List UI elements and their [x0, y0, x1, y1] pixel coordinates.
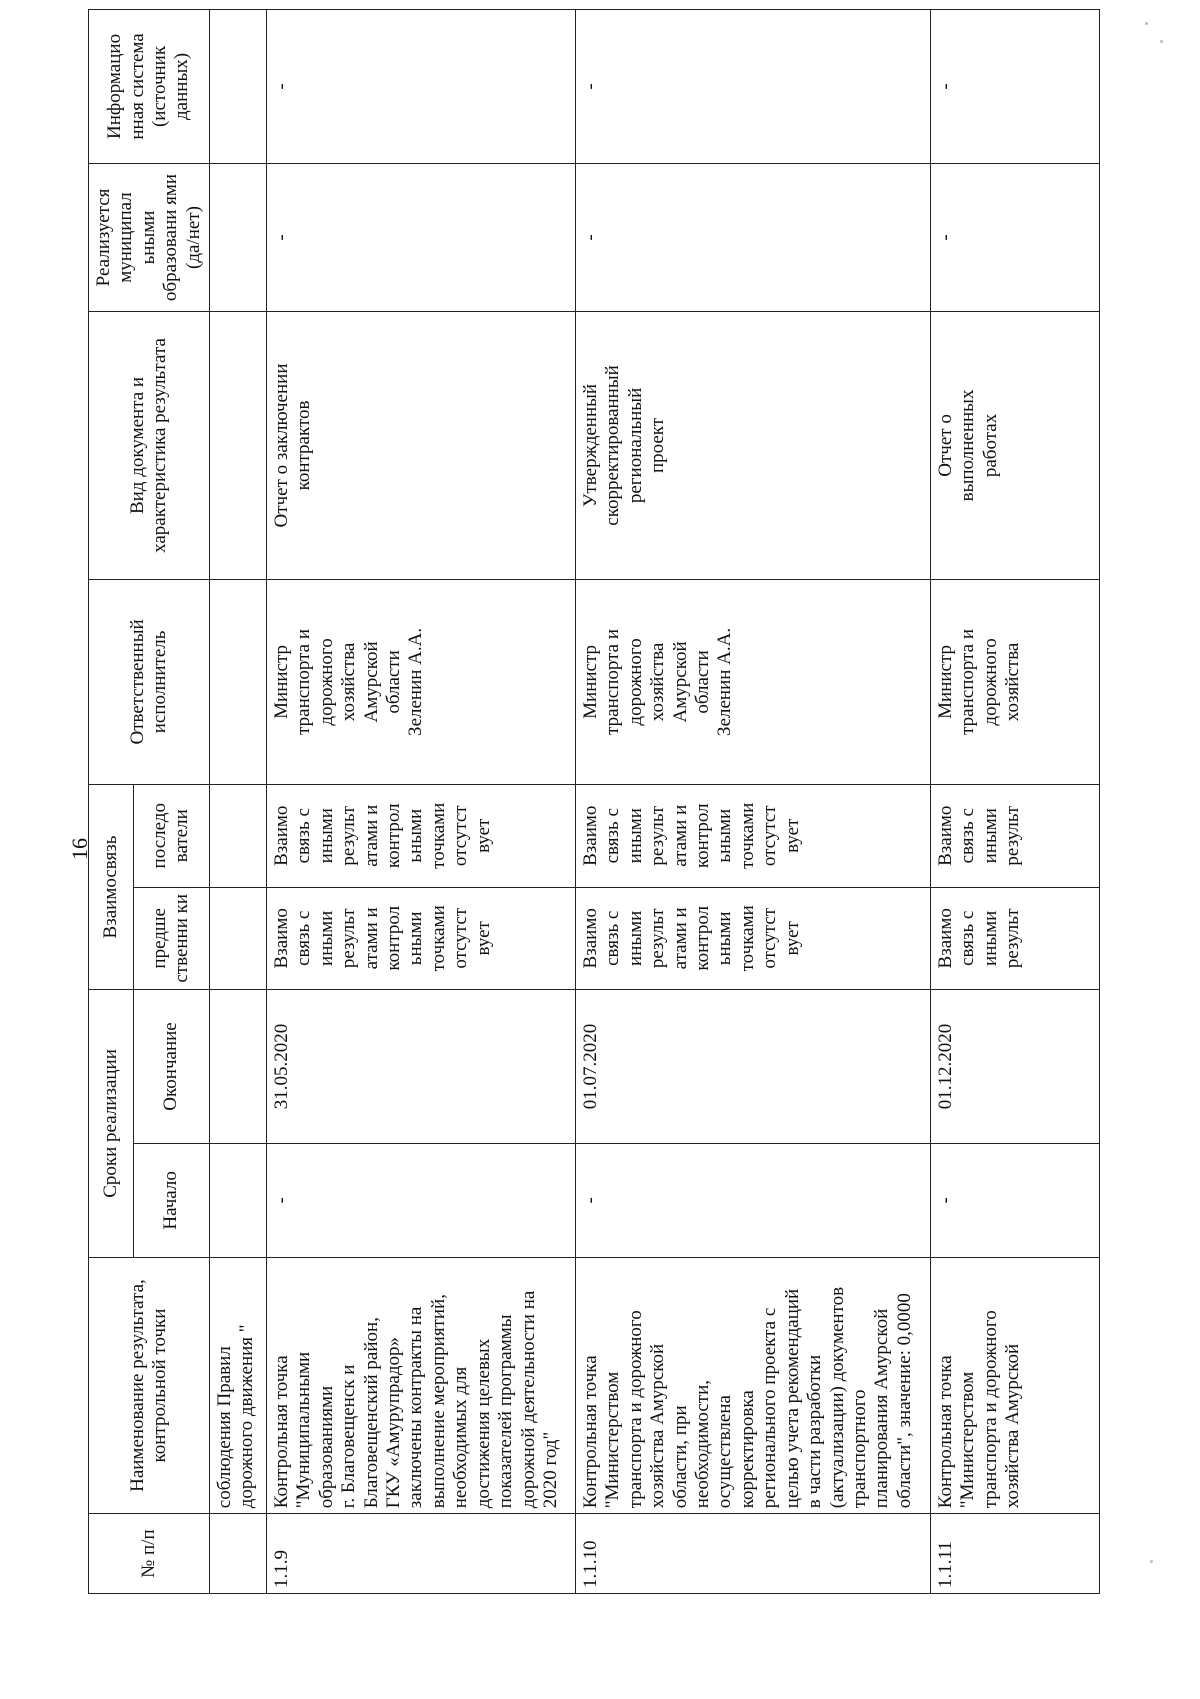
header-start: Начало	[133, 1143, 209, 1257]
header-link: Взаимосвязь	[89, 784, 134, 989]
header-info: Информацио нная система (источник данных)	[89, 10, 210, 164]
cell-start: -	[931, 1143, 1100, 1257]
cell-end	[210, 990, 267, 1144]
header-muni: Реализуется муниципал ьными образовани ями (да/нет)	[89, 163, 210, 311]
cell-succ: Взаимо связь с иными результ атами и контрол ьными точками отсутст вует	[576, 784, 931, 887]
cell-start: -	[576, 1143, 931, 1257]
cell-muni: -	[931, 163, 1100, 311]
cell-end: 01.07.2020	[576, 990, 931, 1144]
cell-succ	[210, 784, 267, 887]
cell-info: -	[931, 10, 1100, 164]
cell-num: 1.1.11	[931, 1514, 1100, 1594]
header-num: № п/п	[89, 1514, 210, 1594]
cell-resp: Министр транспорта и дорожного хозяйства	[931, 579, 1100, 784]
header-end: Окончание	[133, 990, 209, 1144]
cell-info	[210, 10, 267, 164]
cell-num: 1.1.10	[576, 1514, 931, 1594]
cell-end: 31.05.2020	[267, 990, 576, 1144]
cell-succ: Взаимо связь с иными результ атами и контрол ьными точками отсутст вует	[267, 784, 576, 887]
cell-num	[210, 1514, 267, 1594]
cell-muni: -	[267, 163, 576, 311]
cell-start	[210, 1143, 267, 1257]
header-doc: Вид документа и характеристика результата	[89, 312, 210, 580]
header-pred: предше ственни ки	[133, 887, 209, 990]
cell-name: Контрольная точка "Муниципальными образованиями г. Благовещенск и Благовещенский район, ГКУ «Амурупрадор» заключены контракты на выполнение мероприятий, необходимых для достижения целевых показателей программы дорожной деятельности на 2020 год"	[267, 1257, 576, 1513]
cell-doc	[210, 312, 267, 580]
cell-doc: Отчет о выполненных работах	[931, 312, 1100, 580]
table-row	[576, 10, 931, 1594]
cell-num: 1.1.9	[267, 1514, 576, 1594]
schedule-table	[88, 9, 1100, 1594]
header-succ: последо ватели	[133, 784, 209, 887]
table-row	[931, 10, 1100, 1594]
cell-resp	[210, 579, 267, 784]
table-row-continuation	[210, 10, 267, 1594]
cell-doc: Отчет о заключении контрактов	[267, 312, 576, 580]
cell-start: -	[267, 1143, 576, 1257]
header-row-top	[89, 10, 134, 1594]
header-name: Наименование результата, контрольной точки	[89, 1257, 210, 1513]
cell-name: Контрольная точка "Министерством транспорта и дорожного хозяйства Амурской	[931, 1257, 1100, 1513]
cell-doc: Утвержденный скорректированный региональный проект	[576, 312, 931, 580]
cell-pred	[210, 887, 267, 990]
header-resp: Ответственный исполнитель	[89, 579, 210, 784]
cell-muni: -	[576, 163, 931, 311]
cell-name: Контрольная точка "Министерством транспорта и дорожного хозяйства Амурской области, при необходимости, осуществлена корректировка регионального проекта с целью учета рекомендаций в части разработки (актуализации) документов транспортного планирования Амурской области", значение: 0,0000	[576, 1257, 931, 1513]
cell-end: 01.12.2020	[931, 990, 1100, 1144]
cell-info: -	[267, 10, 576, 164]
cell-info: -	[576, 10, 931, 164]
cell-succ: Взаимо связь с иными результ	[931, 784, 1100, 887]
cell-pred: Взаимо связь с иными результ	[931, 887, 1100, 990]
cell-pred: Взаимо связь с иными результ атами и контрол ьными точками отсутст вует	[267, 887, 576, 990]
cell-name: соблюдения Правил дорожного движения "	[210, 1257, 267, 1513]
page-number: 16	[67, 838, 92, 860]
cell-resp: Министр транспорта и дорожного хозяйства Амурской области Зеленин А.А.	[267, 579, 576, 784]
cell-resp: Министр транспорта и дорожного хозяйства Амурской области Зеленин А.А.	[576, 579, 931, 784]
header-terms: Сроки реализации	[89, 990, 134, 1258]
cell-muni	[210, 163, 267, 311]
table-row	[267, 10, 576, 1594]
cell-pred: Взаимо связь с иными результ атами и контрол ьными точками отсутст вует	[576, 887, 931, 990]
